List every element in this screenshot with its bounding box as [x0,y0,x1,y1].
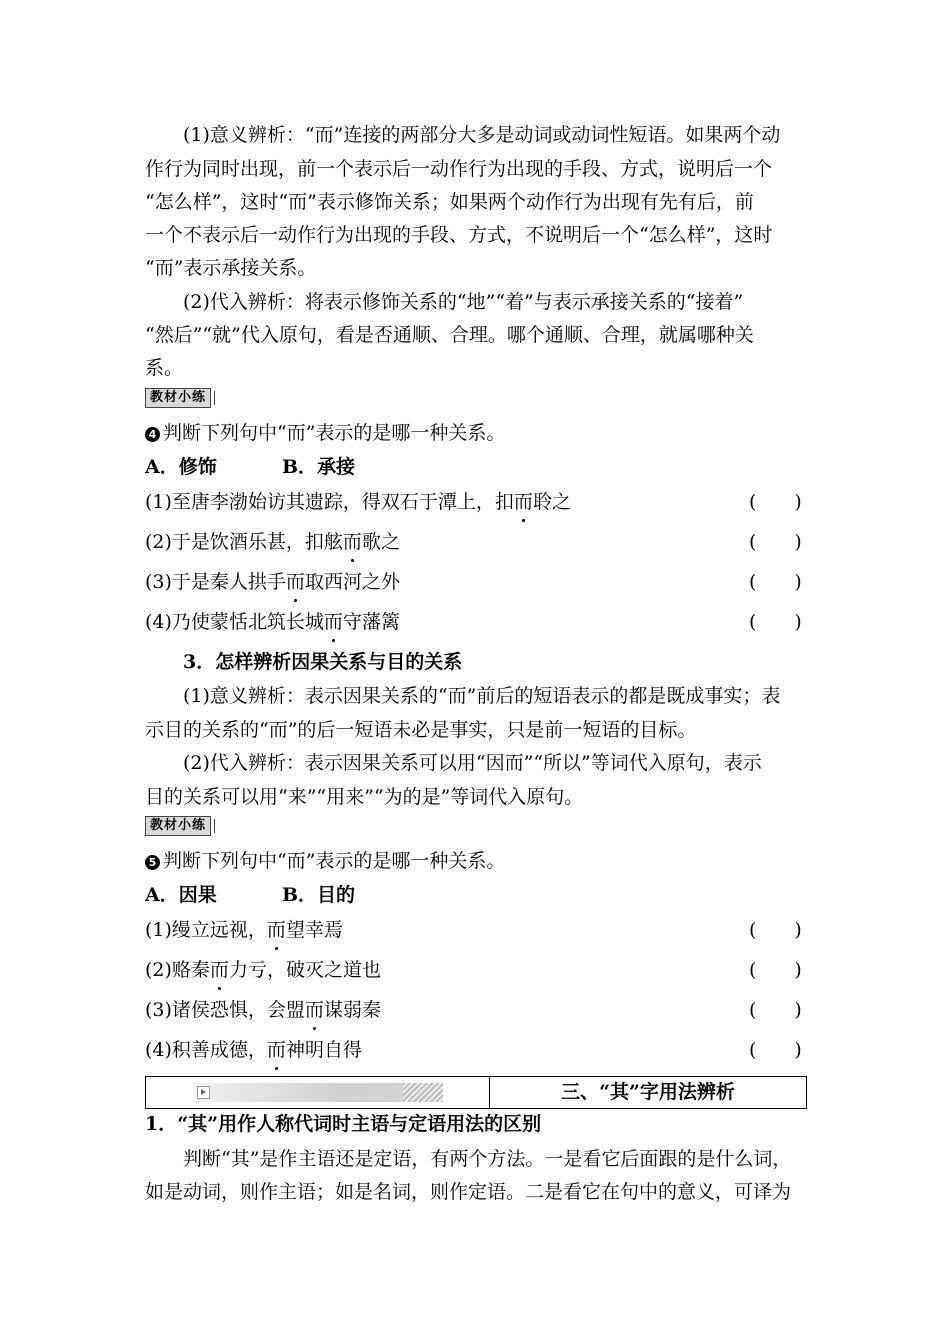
play-icon[interactable] [197,1086,210,1099]
exercise-tag: 教材小练 [145,816,211,836]
exercise-4-item: (3)于是秦人拱手而取西河之外 ( ) [145,566,810,599]
answer-blank[interactable]: ( ) [749,959,802,981]
emphasis-dot: 而 [267,1034,286,1067]
answer-blank[interactable]: ( ) [749,491,802,513]
sec3-p2-line2: 目的关系可以用“来”“用来”“为的是”等词代入原句。 [145,786,584,808]
emphasis-dot: 而 [514,486,533,519]
sec2-p1-line1: (1)意义辨析：“而”连接的两部分大多是动词或动词性短语。如果两个动 [183,124,781,146]
exercise-4-prompt: 4 判断下列句中“而”表示的是哪一种关系。 [145,417,810,450]
striped-decoration [403,1083,443,1102]
sec2-p1-line4: 一个不表示后一动作行为出现的手段、方式，不说明后一个“怎么样”，这时 [145,224,773,246]
exercise-4-options [145,451,810,484]
section-three-header [145,1076,807,1109]
sec2-p2-line1: (2)代入辨析：将表示修饰关系的“地”“着”与表示承接关系的“接着” [183,291,744,313]
emphasis-dot: 而 [324,606,343,639]
sec3-p1-line2: 示目的关系的“而”的后一短语未必是事实，只是前一短语的目标。 [145,719,697,741]
exercise-tag: 教材小练 [145,388,211,408]
exercise-5-item: (2)赂秦而力亏，破灭之道也 ( ) [145,954,810,987]
option-b: B．承接 [282,456,356,478]
option-b: B．目的 [282,884,356,906]
sub1-heading: 1．“其”用作人称代词时主语与定语用法的区别 [145,1113,542,1135]
answer-blank[interactable]: ( ) [749,571,802,593]
answer-blank[interactable]: ( ) [749,1039,802,1061]
emphasis-dot: 而 [267,914,286,947]
emphasis-dot: 而 [343,526,362,559]
exercise-5-item: (1)缦立远视，而望幸焉 ( ) [145,914,810,947]
emphasis-dot: 而 [210,954,229,987]
option-a: A．修饰 [145,456,217,478]
circled-number-icon: 4 [145,427,160,442]
sec2-p1-line2: 作行为同时出现，前一个表示后一动作行为出现的手段、方式，说明后一个 [145,158,773,180]
sec3-p2-line1: (2)代入辨析：表示因果关系可以用“因而”“所以”等词代入原句，表示 [183,752,762,774]
answer-blank[interactable]: ( ) [749,531,802,553]
exercise-5-prompt: 5 判断下列句中“而”表示的是哪一种关系。 [145,845,810,878]
sec2-p2-line2: “然后”“就”代入原句，看是否通顺、合理。哪个通顺、合理，就属哪种关 [145,324,754,346]
answer-blank[interactable]: ( ) [749,919,802,941]
answer-blank[interactable]: ( ) [749,999,802,1021]
sec3-p1-line1: (1)意义辨析：表示因果关系的“而”前后的短语表示的都是既成事实；表 [183,685,781,707]
sec2-p1-line5: “而”表示承接关系。 [145,257,317,279]
exercise-4-item: (4)乃使蒙恬北筑长城而守藩篱 ( ) [145,606,810,639]
emphasis-dot: 而 [286,566,305,599]
sub1-line2: 如是动词，则作主语；如是名词，则作定语。二是看它在句中的意义，可译为 [145,1181,792,1203]
option-a: A．因果 [145,884,217,906]
sec3-heading: 3．怎样辨析因果关系与目的关系 [183,651,463,673]
exercise-4-item: (2)于是饮酒乐甚，扣舷而歌之 ( ) [145,526,810,559]
exercise-5-options [145,879,810,912]
sec2-p2-line3: 系。 [145,357,184,379]
emphasis-dot: 而 [305,994,324,1027]
circled-number-icon: 5 [145,855,160,870]
answer-blank[interactable]: ( ) [749,611,802,633]
sub1-line1: 判断“其”是作主语还是定语，有两个方法。一是看它后面跟的是什么词， [183,1148,792,1170]
exercise-5-item: (4)积善成德，而神明自得 ( ) [145,1034,810,1067]
exercise-5-item: (3)诸侯恐惧，会盟而谋弱秦 ( ) [145,994,810,1027]
exercise-4-item: (1)至唐李渤始访其遗踪，得双石于潭上，扣而聆之 ( ) [145,486,810,519]
section-three-title: 三、“其”字用法辨析 [561,1081,735,1103]
media-bar[interactable] [193,1083,443,1102]
sec2-p1-line3: “怎么样”，这时“而”表示修饰关系；如果两个动作行为出现有先有后，前 [145,191,754,213]
